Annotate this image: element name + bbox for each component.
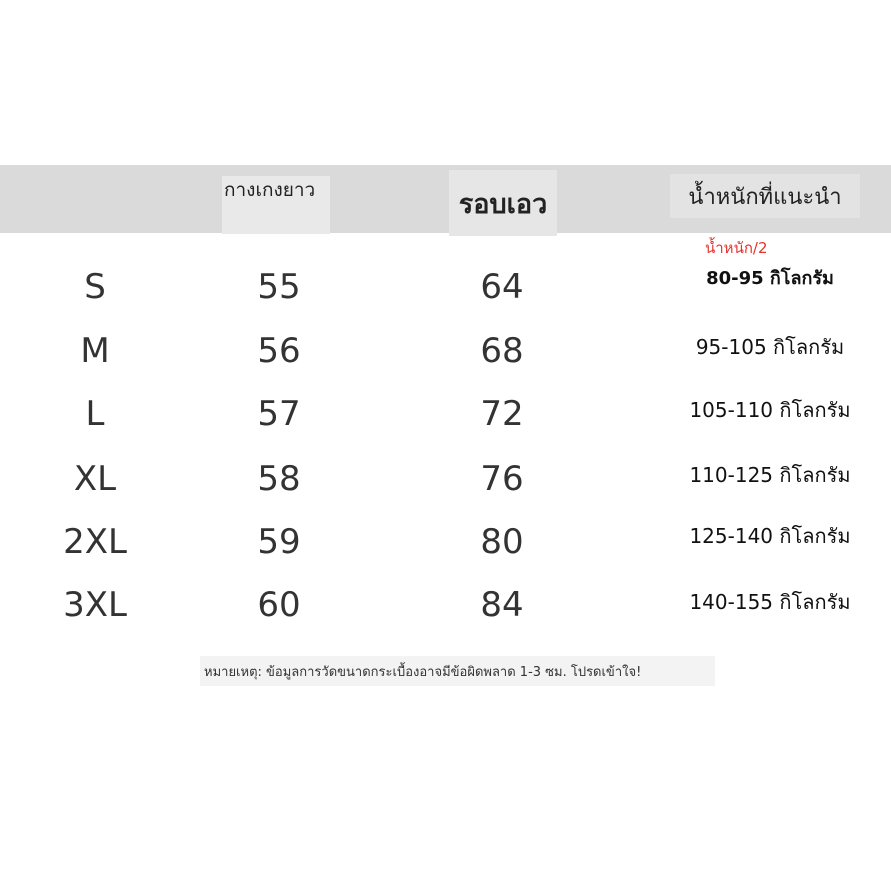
length-value: 59 (257, 522, 301, 562)
header-length: กางเกงยาว (222, 176, 330, 234)
length-value: 57 (257, 394, 301, 434)
size-label: M (80, 331, 110, 371)
size-label: 3XL (63, 585, 127, 625)
measurement-footnote: หมายเหตุ: ข้อมูลการวัดขนาดกระเบื้องอาจมีข้อผิดพลาด 1-3 ซม. โปรดเข้าใจ! (200, 656, 715, 686)
weight-value: 95-105 กิโลกรัม (695, 335, 845, 359)
weight-value: 110-125 กิโลกรัม (689, 463, 851, 487)
length-value: 58 (257, 459, 301, 499)
weight-value: 105-110 กิโลกรัม (689, 398, 851, 422)
waist-value: 84 (480, 585, 524, 625)
weight-unit-note: น้ำหนัก/2 (705, 239, 768, 257)
size-label: S (84, 267, 106, 307)
size-label: L (85, 394, 105, 434)
size-label: 2XL (63, 522, 127, 562)
header-waist: รอบเอว (449, 170, 557, 236)
waist-value: 76 (480, 459, 524, 499)
weight-value: 125-140 กิโลกรัม (689, 524, 851, 548)
waist-value: 64 (480, 267, 524, 307)
length-value: 56 (257, 331, 301, 371)
waist-value: 72 (480, 394, 524, 434)
header-recommended-weight: น้ำหนักที่แนะนำ (670, 174, 860, 218)
length-value: 55 (257, 267, 301, 307)
weight-value: 140-155 กิโลกรัม (689, 590, 851, 614)
weight-value: 80-95 กิโลกรัม (706, 268, 834, 289)
length-value: 60 (257, 585, 301, 625)
waist-value: 68 (480, 331, 524, 371)
waist-value: 80 (480, 522, 524, 562)
size-label: XL (73, 459, 117, 499)
